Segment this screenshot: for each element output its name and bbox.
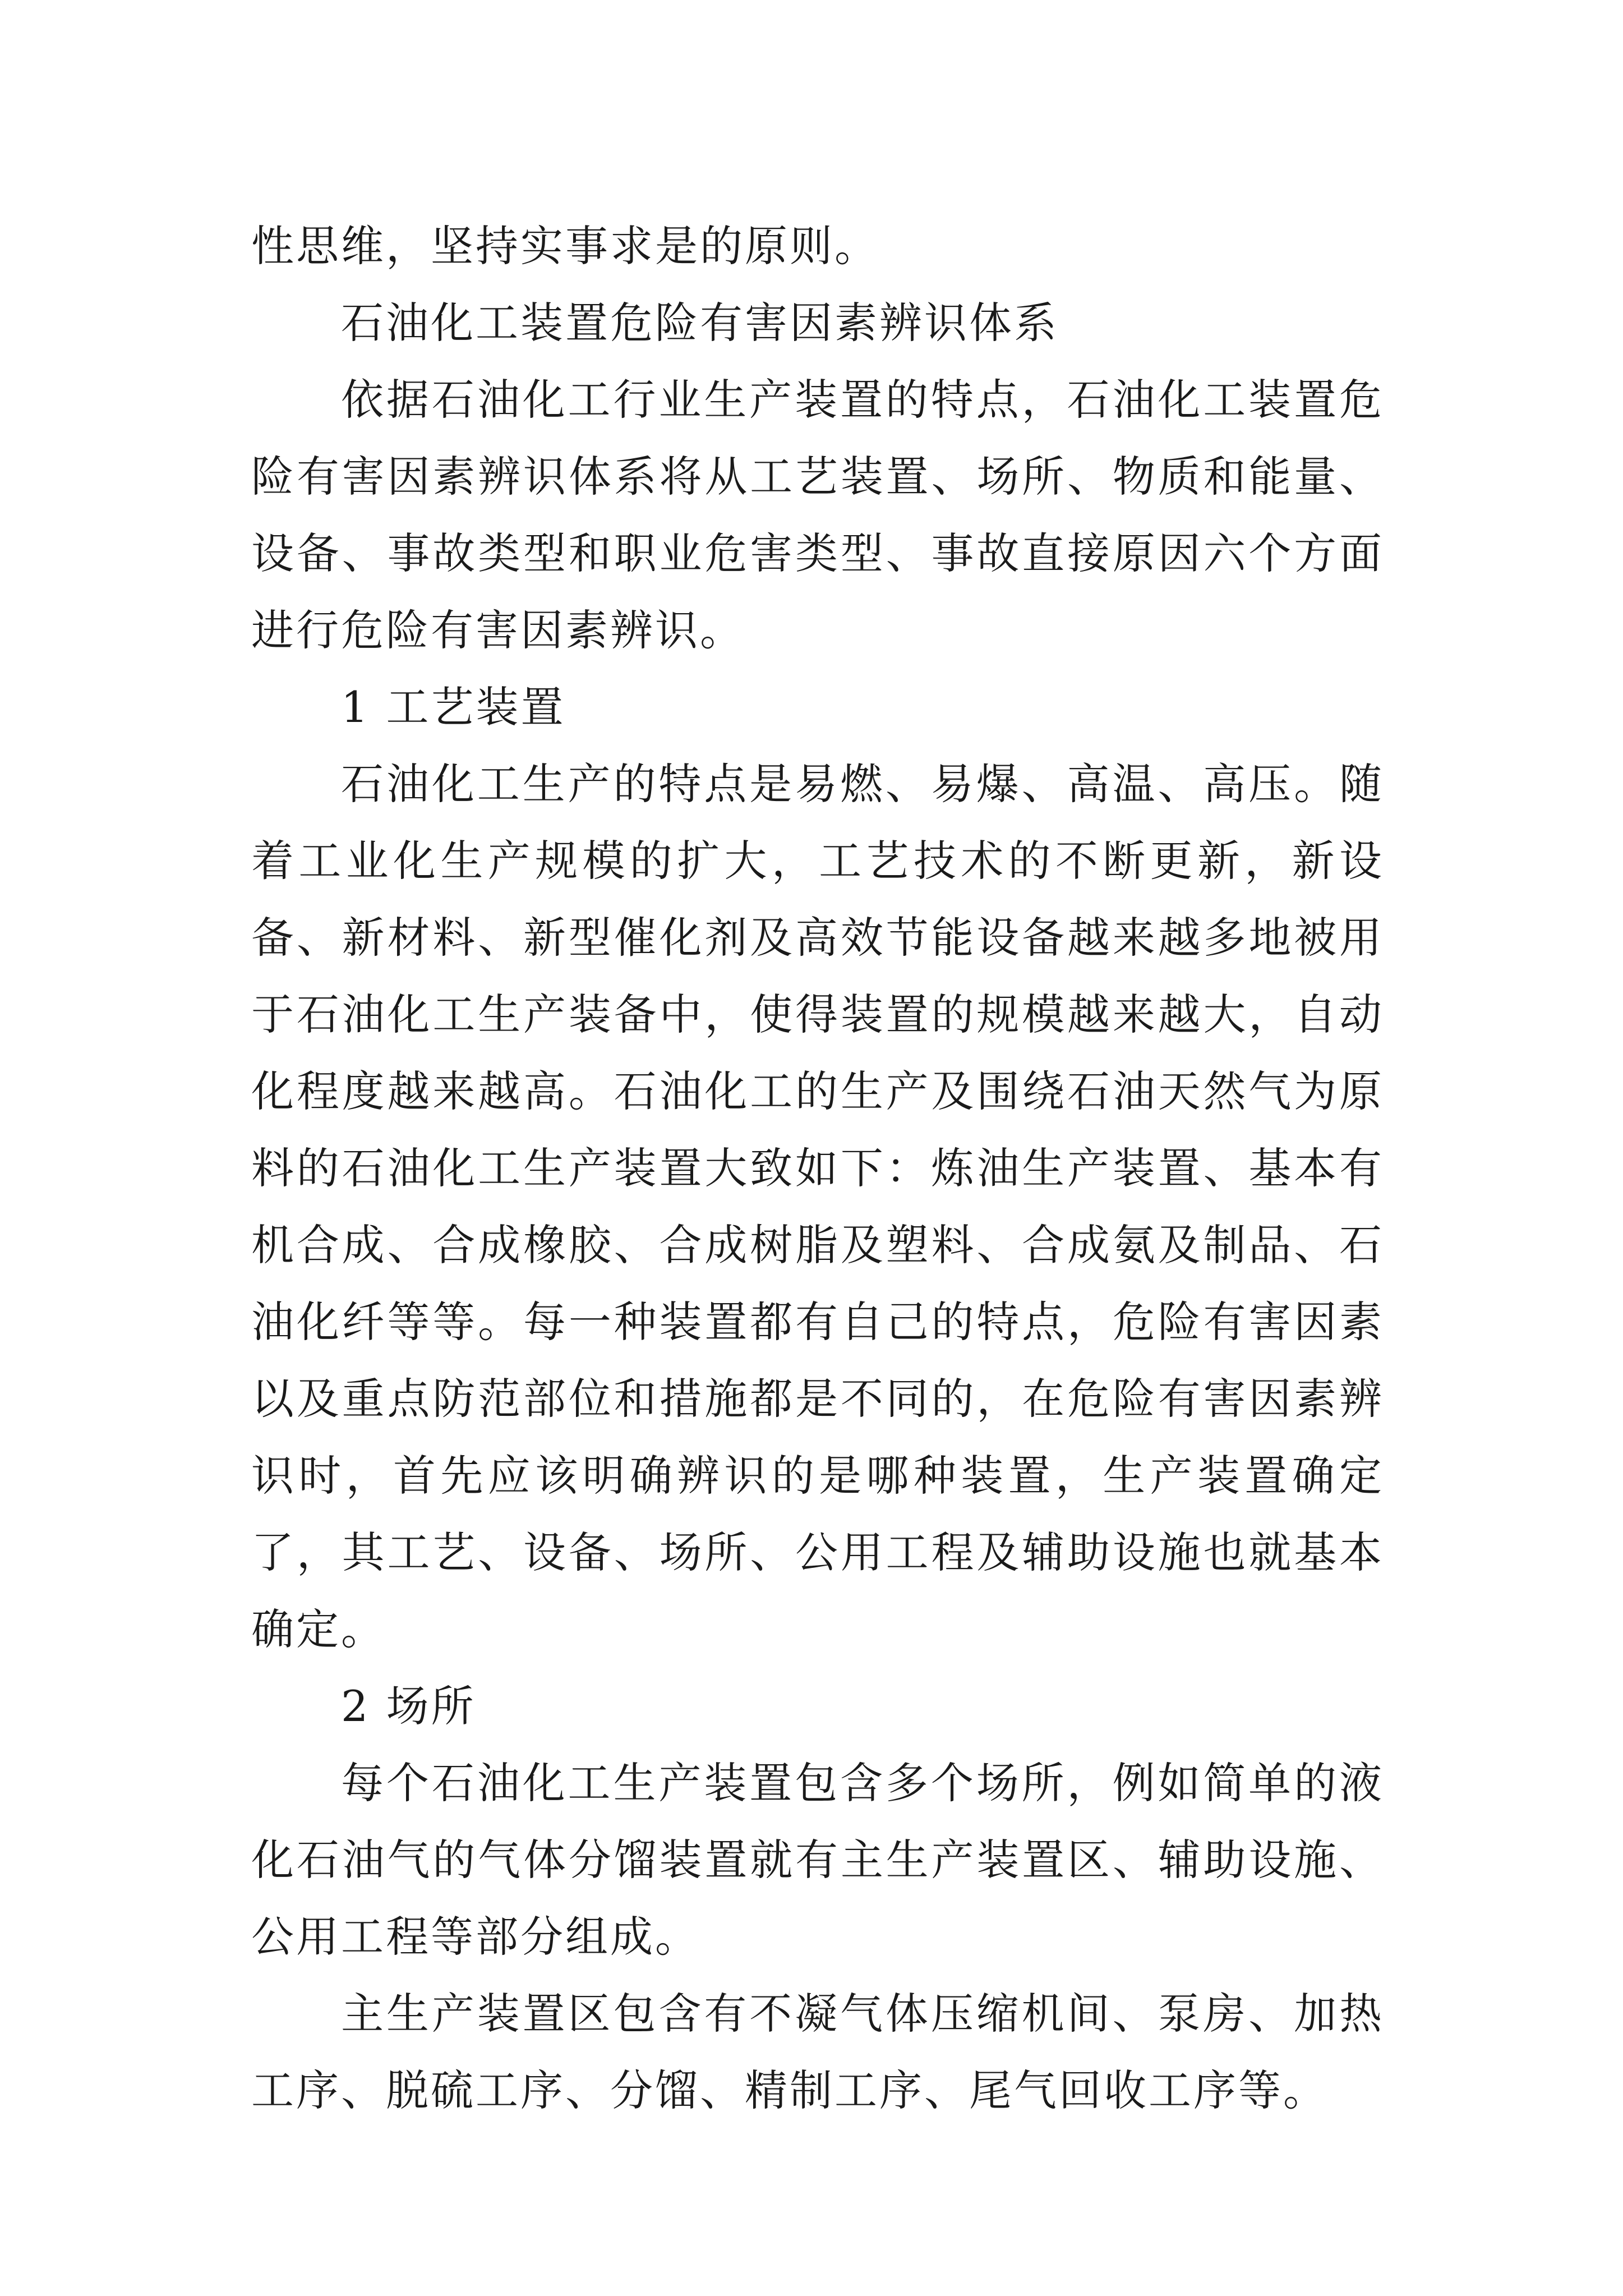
paragraph-system-intro: 依据石油化工行业生产装置的特点，石油化工装置危险有害因素辨识体系将从工艺装置、场所、物质和能量、设备、事故类型和职业危害类型、事故直接原因六个方面进行危险有害因素辨识。 <box>251 375 1384 655</box>
paragraph-site-intro: 每个石油化工生产装置包含多个场所，例如简单的液化石油气的气体分馏装置就有主生产装置区、辅助设施、公用工程等部分组成。 <box>251 1758 1384 1962</box>
paragraph-process-unit: 石油化工生产的特点是易燃、易爆、高温、高压。随着工业化生产规模的扩大，工艺技术的不断更新，新设备、新材料、新型催化剂及高效节能设备越来越多地被用于石油化工生产装备中，使得装置的规模越来越大，自动化程度越来越高。石油化工的生产及围绕石油天然气为原料的石油化工生产装置大致如下：炼油生产装置、基本有机合成、合成橡胶、合成树脂及塑料、合成氨及制品、石油化纤等等。每一种装置都有自己的特点，危险有害因素以及重点防范部位和措施都是不同的，在危险有害因素辨识时，首先应该明确辨识的是哪种装置，生产装置确定了，其工艺、设备、场所、公用工程及辅助设施也就基本确定。 <box>251 759 1384 1654</box>
section-heading-site: 2 场所 <box>341 1681 476 1731</box>
paragraph-continuation: 性思维，坚持实事求是的原则。 <box>251 221 879 271</box>
section-heading-process-unit: 1 工艺装置 <box>341 682 566 732</box>
paragraph-main-production-area: 主生产装置区包含有不凝气体压缩机间、泵房、加热工序、脱硫工序、分馏、精制工序、尾气回收工序等。 <box>251 1989 1384 2115</box>
document-body <box>251 208 1384 2129</box>
section-heading-system: 石油化工装置危险有害因素辨识体系 <box>341 298 1059 348</box>
